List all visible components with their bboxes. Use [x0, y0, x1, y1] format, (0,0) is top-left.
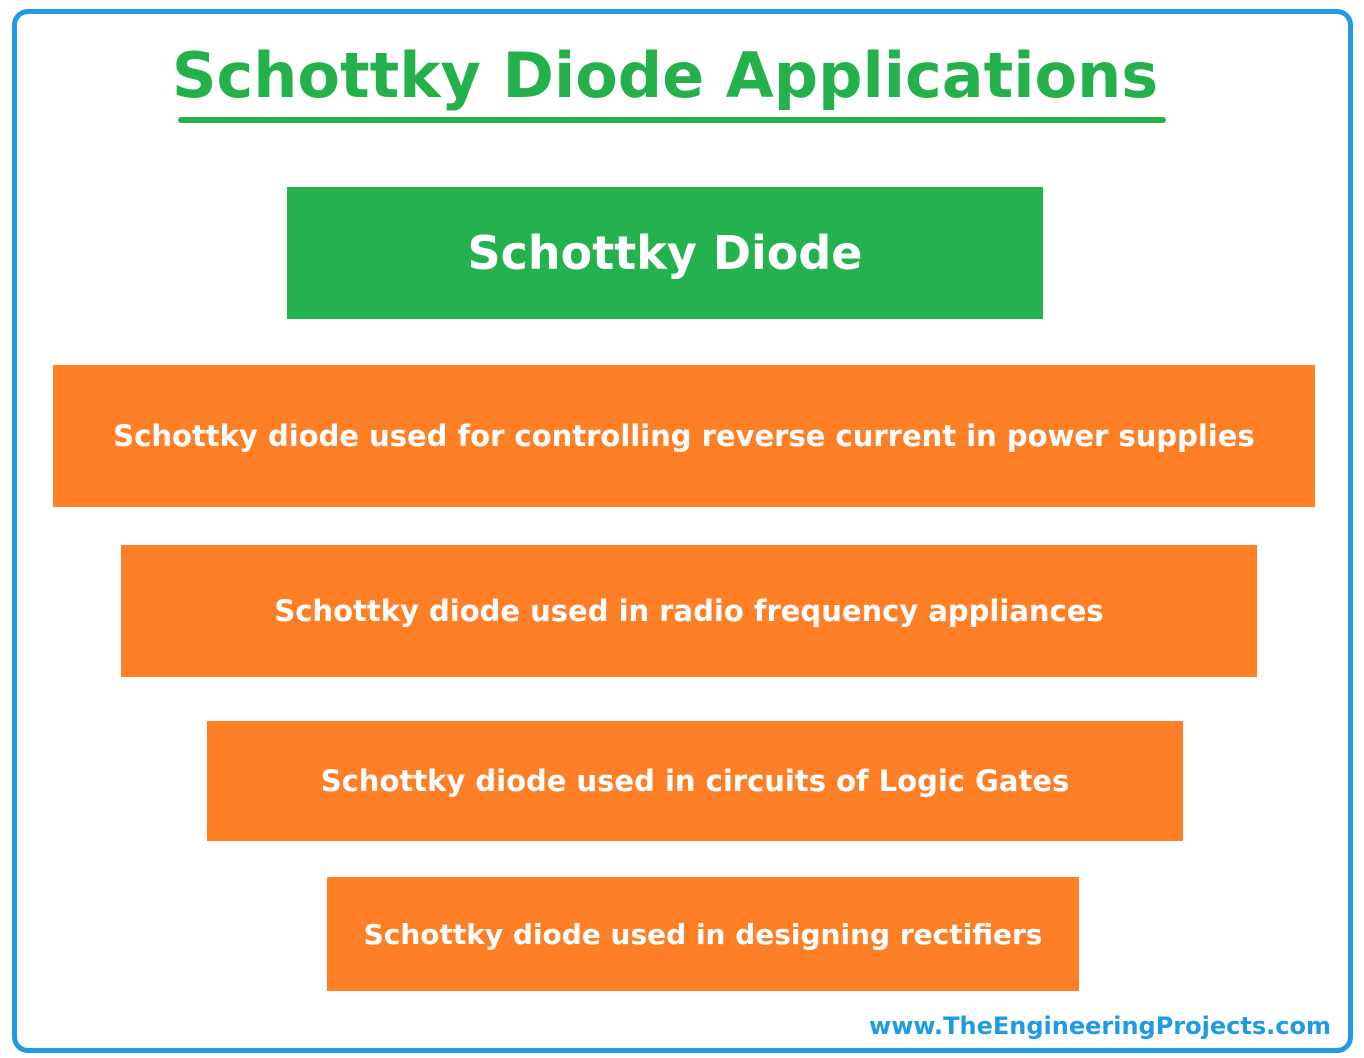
application-node-radio-frequency — [121, 545, 1257, 677]
root-node-label: Schottky Diode — [467, 226, 863, 280]
application-label: Schottky diode used in circuits of Logic Gates — [320, 764, 1070, 798]
application-node-power-supplies — [53, 365, 1315, 507]
application-node-rectifiers — [327, 877, 1079, 991]
root-node-schottky-diode — [287, 187, 1043, 319]
application-label: Schottky diode used in designing rectifiers — [363, 917, 1043, 951]
website-watermark: www.TheEngineeringProjects.com — [869, 1012, 1331, 1040]
application-node-logic-gates — [207, 721, 1183, 841]
application-label: Schottky diode used in radio frequency appliances — [274, 594, 1104, 628]
title-underline — [178, 117, 1166, 123]
diagram-title: Schottky Diode Applications — [171, 39, 1159, 112]
application-label: Schottky diode used for controlling reverse current in power supplies — [113, 419, 1255, 453]
